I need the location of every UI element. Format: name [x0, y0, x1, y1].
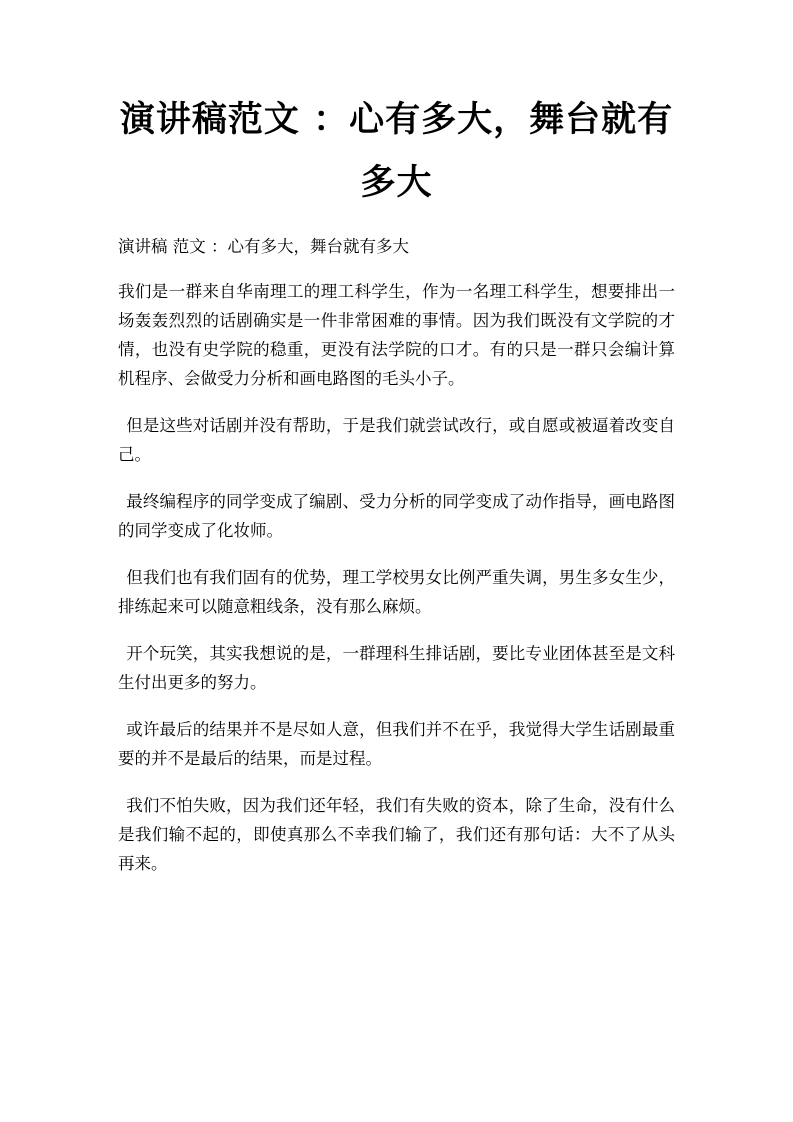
paragraph: 最终编程序的同学变成了编剧、受力分析的同学变成了动作指导，画电路图的同学变成了化妆师。 [118, 492, 675, 540]
document-body [118, 232, 675, 896]
paragraph: 我们是一群来自华南理工的理工科学生，作为一名理工科学生，想要排出一场轰轰烈烈的话剧确实是一件非常困难的事情。因为我们既没有文学院的才情，也没有史学院的稳重，更没有法学院的口才。有的只是一群只会编计算机程序、会做受力分析和画电路图的毛头小子。 [118, 282, 675, 388]
paragraph: 或许最后的结果并不是尽如人意，但我们并不在乎，我觉得大学生话剧最重要的并不是最后的结果，而是过程。 [118, 720, 675, 768]
paragraph: 我们不怕失败，因为我们还年轻，我们有失败的资本，除了生命，没有什么是我们输不起的，即使真那么不幸我们输了，我们还有那句话：大不了从头再来。 [118, 796, 675, 873]
document-subtitle: 演讲稿 范文 ：心有多大，舞台就有多大 [118, 237, 409, 256]
paragraph: 但是这些对话剧并没有帮助，于是我们就尝试改行，或自愿或被逼着改变自己。 [118, 416, 675, 464]
document-title: 演讲稿范文 ：心有多大，舞台就有多大 [119, 99, 674, 203]
paragraph: 开个玩笑，其实我想说的是，一群理科生排话剧，要比专业团体甚至是文科生付出更多的努力。 [118, 644, 675, 692]
paragraph: 但我们也有我们固有的优势，理工学校男女比例严重失调，男生多女生少，排练起来可以随意粗线条，没有那么麻烦。 [118, 568, 675, 616]
